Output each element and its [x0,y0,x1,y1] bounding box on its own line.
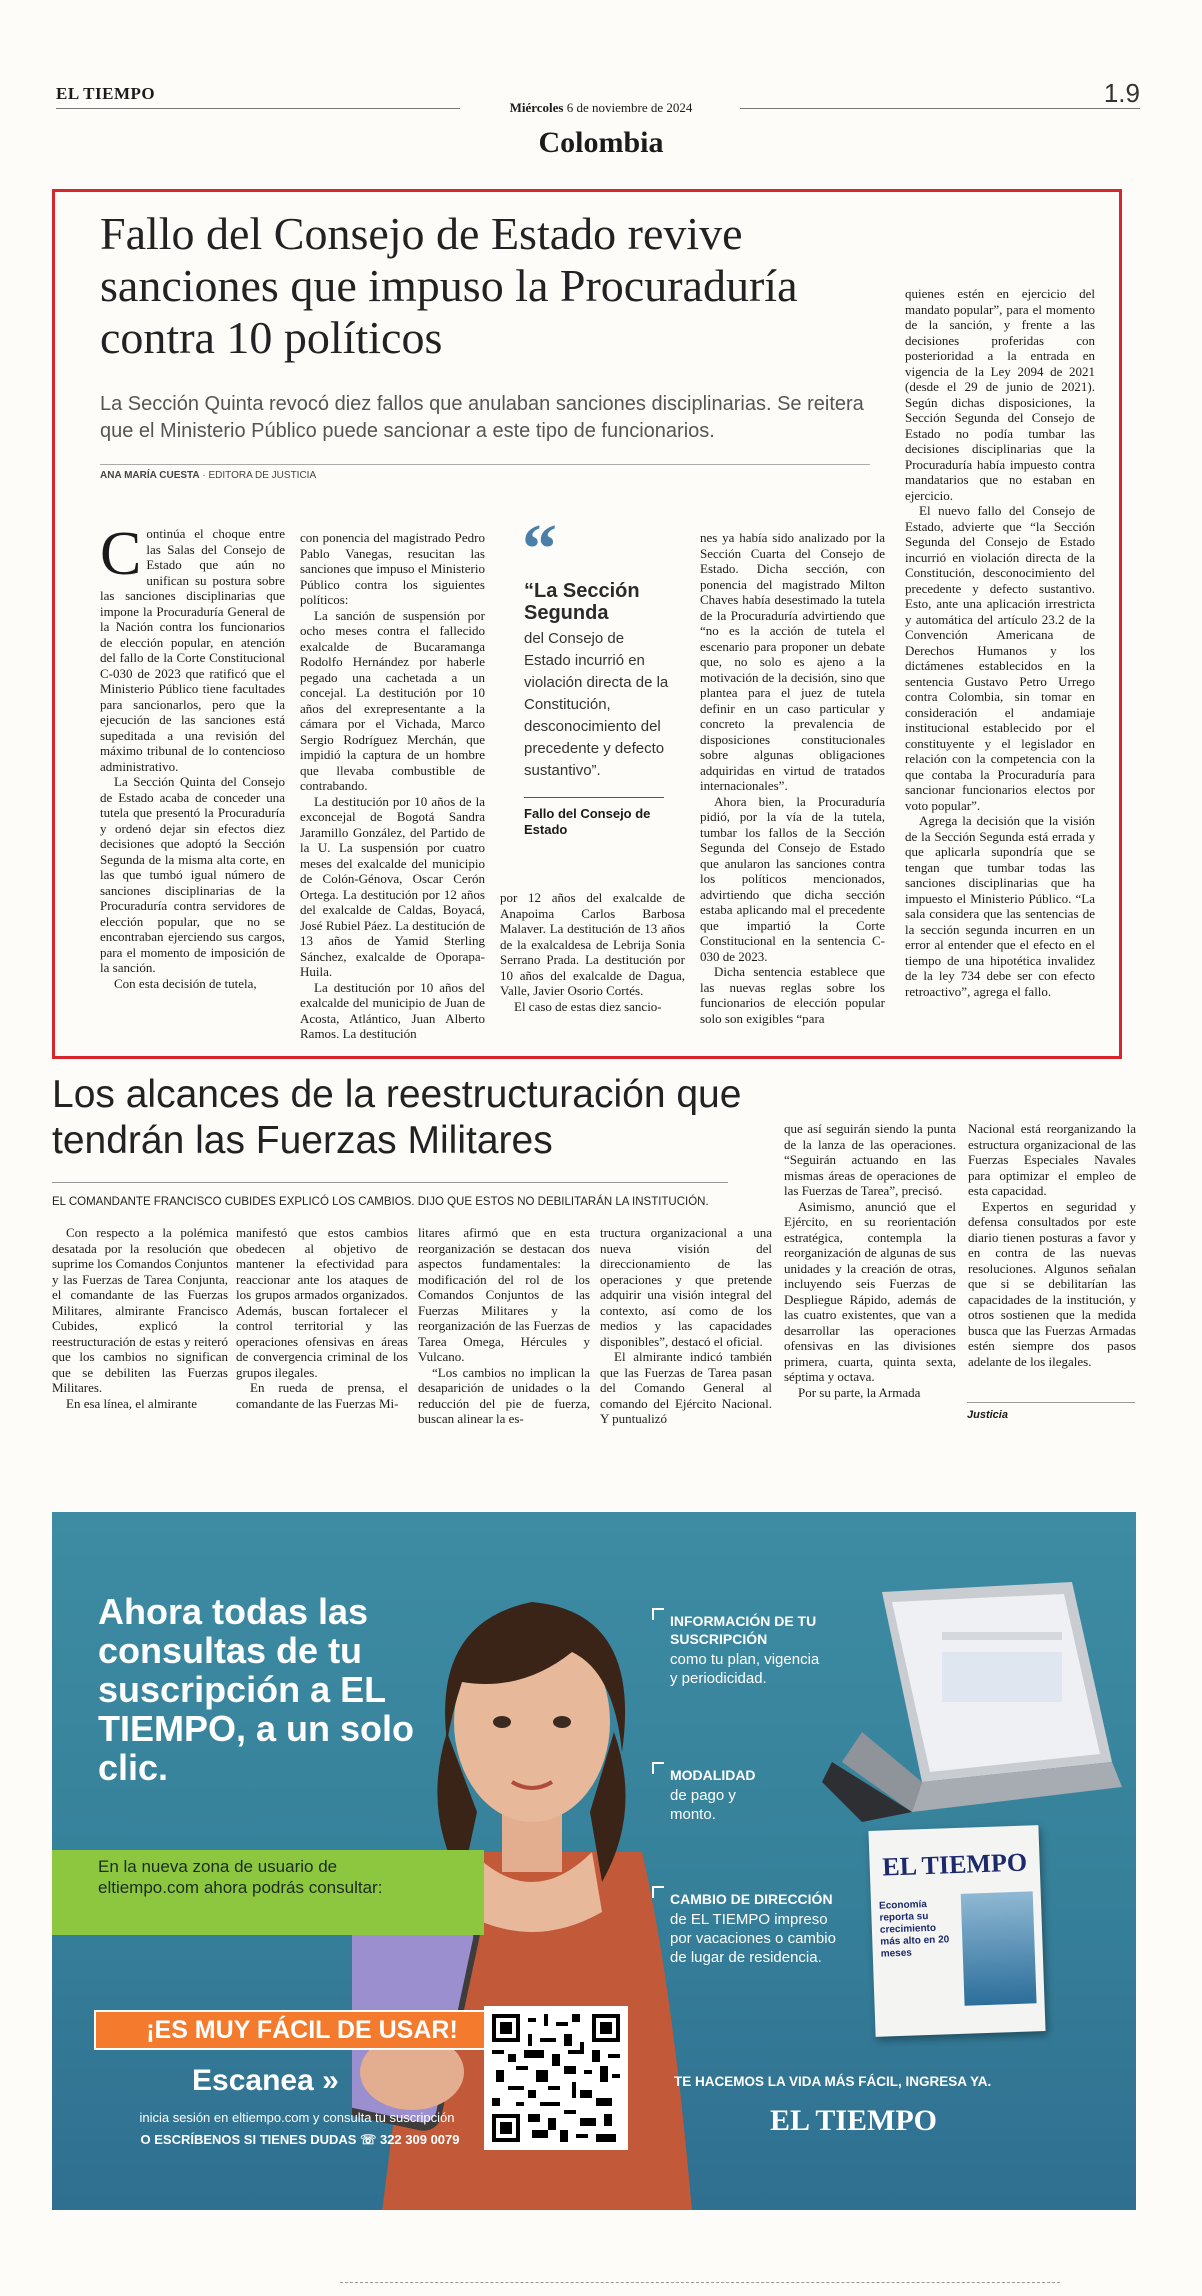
article2-paragraph: “Los cambios no implican la desaparición de unidades o la reducción del pie de fuerza, buscan alinear la es- [418,1364,590,1426]
article1-paragraph: quienes estén en ejercicio del mandato popular”, para el momento de la sanción, y frente a las decisiones proferidas con posterioridad a la entrada en vigencia de la Ley 2094 de 2021 (desde el 29 de junio de 2021). Según dichas disposiciones, la Sección Segunda del Consejo de Estado no podía tumbar las decisiones disciplinarias que la Procuraduría había impuesto contra mandatarios que no estaban en ejercicio. [905,286,1095,503]
article2-column-3 [418,1225,590,1427]
ad-logo: EL TIEMPO [770,2104,937,2137]
article1-column-2 [300,530,485,1042]
paper-photo [961,1891,1037,2005]
article2-column-1 [52,1225,228,1411]
article1-paragraph: Dicha sentencia establece que las nuevas reglas sobre los funcionarios de elección popular solo son exigibles “para [700,964,885,1026]
article1-paragraph: nes ya había sido analizado por la Sección Cuarta del Consejo de Estado. Dicha sección, con ponencia del magistrado Milton Chaves había desestimado la tutela de la Procuraduría advirtiendo que “no es la acción de tutela el escenario para proponer un debate que, no solo es ajeno a la motivación de la decisión, sino que plantea para el juez de tutela definir en un caso particular y concreto la prevalencia de disposiciones constitucionales sobre algunas obligaciones adquiridas en virtud de tratados internacionales”. [700,530,885,793]
article1-paragraph: La destitución por 10 años del exalcalde del municipio de Juan de Acosta, Atlántico, Juan Alberto Ramos. La destitución [300,979,485,1041]
article1-headline: Fallo del Consejo de Estado revive sanciones que impuso la Procuraduría contra 10 políticos [100,208,798,363]
article1-column-3 [500,890,685,1014]
feature-body: como tu plan, vigencia y periodicidad. [670,1651,820,1687]
section-title: Colombia [538,126,664,159]
article1-paragraph: Agrega la decisión que la visión de la Sección Segunda está errada y que aplicarla supondría que se tengan que tumbar todas las sanciones disciplinarias que ha impuesto el Ministerio Público. “La sala considera que las sentencias de la sección segunda incurren en un error al entender que el efecto en el tiempo de una hipotética invalidez de la ley 734 debe ser con efecto retroactivo”, agrega el fallo. [905,813,1095,999]
article2-paragraph: Nacional está reorganizando la estructura organizacional de las Fuerzas Especiales Navales para optimizar el empleo de esta capacidad. [968,1121,1136,1198]
feature-title: MODALIDAD [670,1767,756,1783]
article2-paragraph: manifestó que estos cambios obedecen al objetivo de mantener la efectividad para reaccionar ante los ataques de los grupos armados organizados. Además, buscan fortalecer el control territorial y las operaciones ofensivas en áreas de convergencia criminal de los grupos ilegales. [236,1225,408,1380]
bracket-icon [652,1608,664,1620]
article2-paragraph: tructura organizacional a una nueva visión del direccionamiento de las operaciones y que pretende adquirir una visión integral del contexto, así como de los medios y las capacidades disponibles”, destacó el oficial. [600,1225,772,1349]
article2-headline: Los alcances de la reestructuración que tendrán las Fuerzas Militares [52,1073,742,1162]
article2-paragraph: En esa línea, el almirante [66,1395,198,1411]
article1-paragraph: Ahora bien, la Procuraduría pidió, por la vía de la tutela, tumbar los fallos de la Sección Segunda del Consejo de Estado que anularon las sanciones contra los políticos mencionados, advirtiendo que dicha sección estaba aplicando mal el precedente que impartió la Corte Constitucional en la sentencia C-030 de 2023. [700,793,885,964]
article1-column-4 [700,530,885,1026]
qr-code[interactable] [484,2006,628,2150]
feature-title: INFORMACIÓN DE TU SUSCRIPCIÓN [670,1613,817,1647]
page-date [470,100,732,116]
article1-column-1 [100,520,285,991]
article1-column-5 [905,286,1095,999]
feature-body: de pago y monto. [670,1787,736,1823]
article2-paragraph: litares afirmó que en esta reorganización se destacan dos aspectos fundamentales: la modificación del rol de los Comandos Conjuntos de las Fuerzas Militares y la reorganización de las Fuerzas de Tarea Omega, Hércules y Vulcano. [418,1225,590,1364]
article2-signature: Justicia [967,1409,1008,1421]
scan-text: Escanea [192,2064,314,2097]
byline-name: ANA MARÍA CUESTA [100,470,200,481]
brand-logo: EL TIEMPO [56,84,156,103]
ad-headline: Ahora todas las consultas de tu suscripción a EL TIEMPO, a un solo clic. [98,1591,415,1788]
article2-rule [52,1182,728,1183]
scan-label [192,2064,339,2098]
date-rest: 6 de noviembre de 2024 [566,100,693,115]
pull-quote-source: Fallo del Consejo de Estado [524,806,651,837]
article2-column-6 [968,1121,1136,1369]
article1-paragraph: Con esta decisión de tutela, [114,975,257,991]
date-weekday: Miércoles [509,100,564,115]
article2-paragraph: Por su parte, la Armada [798,1384,921,1400]
article2-paragraph: Asimismo, anunció que el Ejército, en su reorientación estratégica, contempla la reorganización de algunas de sus unidades y la creación de otras, incluyendo seis Fuerzas de Despliegue Rápido, además de las cuatro existentes, que van a desarrollar las operaciones ofensivas en las divisiones primera, cuarta, quinta sexta, séptima y octava. [784,1198,956,1384]
feature-title: CAMBIO DE DIRECCIÓN [670,1891,833,1907]
ad-tagline: TE HACEMOS LA VIDA MÁS FÁCIL, INGRESA YA. [674,2074,992,2089]
page-number: 1.9 [1103,78,1140,108]
article1-paragraph: ontinúa el choque entre las Salas del Consejo de Estado que aún no unifican su postura sobre las sanciones disciplinarias que impone la Procuraduría General de la Nación contra los funcionarios de elección popular, en atención del fallo de la Corte Constitucional C-030 de 2023 que ratificó que el Ministerio Público tiene facultades para sancionarlos, pero que la ejecución de las sanciones está supeditada a una revisión del máximo tribunal de lo contencioso administrativo. [100,526,285,774]
byline-role: · EDITORA DE JUSTICIA [202,470,317,481]
laptop-illustration [822,1572,1122,1852]
feature-body: de EL TIEMPO impreso por vacaciones o cambio de lugar de residencia. [670,1911,836,1966]
bracket-icon [652,1886,664,1898]
pull-quote-rule [524,797,664,798]
article2-paragraph: Expertos en seguridad y defensa consultados por este diario tienen posturas a favor y en contra de las nuevas resoluciones. Algunos señalan que si se debilitarían las capacidades de la institución, y otros sostienen que la medida busca que las Fuerzas Armadas estén siempre dos pasos adelante de los ilegales. [968,1198,1136,1369]
header-rule-right [740,108,1140,109]
scan-instructions: inicia sesión en eltiempo.com y consulta tu suscripción [139,2110,455,2125]
article1-deck-rule [100,464,870,465]
signature-rule [967,1402,1135,1403]
article1-paragraph: La destitución por 10 años de la exconcejal de Bogotá Sandra Jaramillo González, del Partido de la U. La suspensión por cuatro meses del exalcalde del municipio de Colón-Génova, Oscar Cerón Ortega. La destitución por 12 años del exalcalde de Caldas, Boyacá, José Rubiel Páez. La destitución de 13 años de Yamid Sterling Sánchez, exalcalde de Oporapa-Huila. [300,793,485,979]
contact-line: O ESCRÍBENOS SI TIENES DUDAS ☏ 322 309 0079 [140,2132,460,2147]
drop-cap: C [100,520,142,588]
paper-logo: EL TIEMPO [881,1847,1028,1882]
article2-column-2 [236,1225,408,1411]
header-rule-left [56,108,460,109]
article1-paragraph: con ponencia del magistrado Pedro Pablo Vanegas, resucitan las sanciones que impuso el Ministerio Público contra los siguientes políticos: [300,530,485,607]
article1-deck: La Sección Quinta revocó diez fallos que anulaban sanciones disciplinarias. Se reitera que el Ministerio Público puede sancionar a este tipo de funcionarios. [100,393,864,442]
article2-paragraph: En rueda de prensa, el comandante de las Fuerzas Mi- [236,1380,408,1411]
article2-paragraph: que así seguirán siendo la punta de la lanza de las operaciones. “Seguirán actuando en las mismas áreas de operaciones de las Fuerzas de Tarea”, precisó. [784,1121,956,1198]
bracket-icon [652,1762,664,1774]
article2-deck: EL COMANDANTE FRANCISCO CUBIDES EXPLICÓ LOS CAMBIOS. DIJO QUE ESTOS NO DEBILITARÁN LA INSTITUCIÓN. [52,1196,709,1208]
pull-quote-body: del Consejo de Estado incurrió en violación directa de la Constitución, desconocimiento del precedente y defecto sustantivo”. [524,630,669,779]
article2-paragraph: Con respecto a la polémica desatada por la resolución que suprime los Comandos Conjuntos y las Fuerzas de Tarea Conjunta, el comandante de las Fuerzas Militares, almirante Francisco Cubides, explicó la reestructuración de estas y reiteró que los cambios no significan que se debiliten las Fuerzas Militares. [52,1225,228,1395]
footer-rule [340,2282,1060,2286]
article2-column-5 [784,1121,956,1400]
article2-paragraph: El almirante indicó también que las Fuerzas de Tarea pasan del Comando General al comando del Ejército Nacional. Y puntualizó [600,1349,772,1426]
article1-paragraph: El caso de estas diez sancio- [514,998,662,1014]
article2-column-4 [600,1225,772,1427]
article1-byline [100,470,316,481]
article1-paragraph: El nuevo fallo del Consejo de Estado, advierte que “la Sección Segunda del Consejo de Estado incurrió en violación directa de la Constitución, desconocimiento del precedente y defecto sustantivo. Esto, ante una aplicación irrestricta y automática del artículo 23.2 de la Convención Americana de Derechos Humanos y los dictámenes establecidos en la sentencia Gustavo Petro Urrego contra Colombia, sin tomar en consideración el andamiaje institucional establecido por el constituyente y el legislador en relación con la competencia con la que contaba la Procuraduría para sancionar funcionarios electos por voto popular”. [905,503,1095,813]
subscription-ad[interactable] [52,1512,1136,2210]
easy-to-use-banner: ¡ES MUY FÁCIL DE USAR! [94,2010,510,2050]
paper-headline: Economía reporta su crecimiento más alto en 20 meses [878,1899,950,1960]
quote-mark-icon: “ [522,511,557,588]
pull-quote-lead: “La Sección Segunda [524,580,640,624]
double-chevron-icon: » [313,2064,339,2097]
ad-intro: En la nueva zona de usuario de eltiempo.com ahora podrás consultar: [98,1857,383,1897]
article1-paragraph: La sanción de suspensión por ocho meses contra el fallecido exalcalde de Bucaramanga Rodolfo Hernández por haberle pegado una cachetada a un concejal. La destitución por 10 años del exrepresentante a la cámara por el Vichada, Marco Sergio Rodríguez Merchán, que impidió la captura de un hombre que llevaba combustible de contrabando. [300,607,485,793]
article1-paragraph: La Sección Quinta del Consejo de Estado acaba de conceder una tutela que presentó la Procuraduría y ordenó dejar sin efectos diez decisiones que adoptó la Sección Segunda de la misma alta corte, en las que tumbó igual número de sanciones disciplinarias de la Procuraduría contra servidores de elección popular, que no se encontraban ejerciendo sus cargos, para el momento de imposición de la sanción. [100,774,285,975]
newspaper-illustration [868,1825,1045,2037]
article1-paragraph: por 12 años del exalcalde de Anapoima Carlos Barbosa Malaver. La destitución de 13 años de la exalcaldesa de Lebrija Sonia Serrano Prada. La destitución por 10 años del exalcalde de Dagua, Valle, Javier Osorio Cortés. [500,890,685,998]
